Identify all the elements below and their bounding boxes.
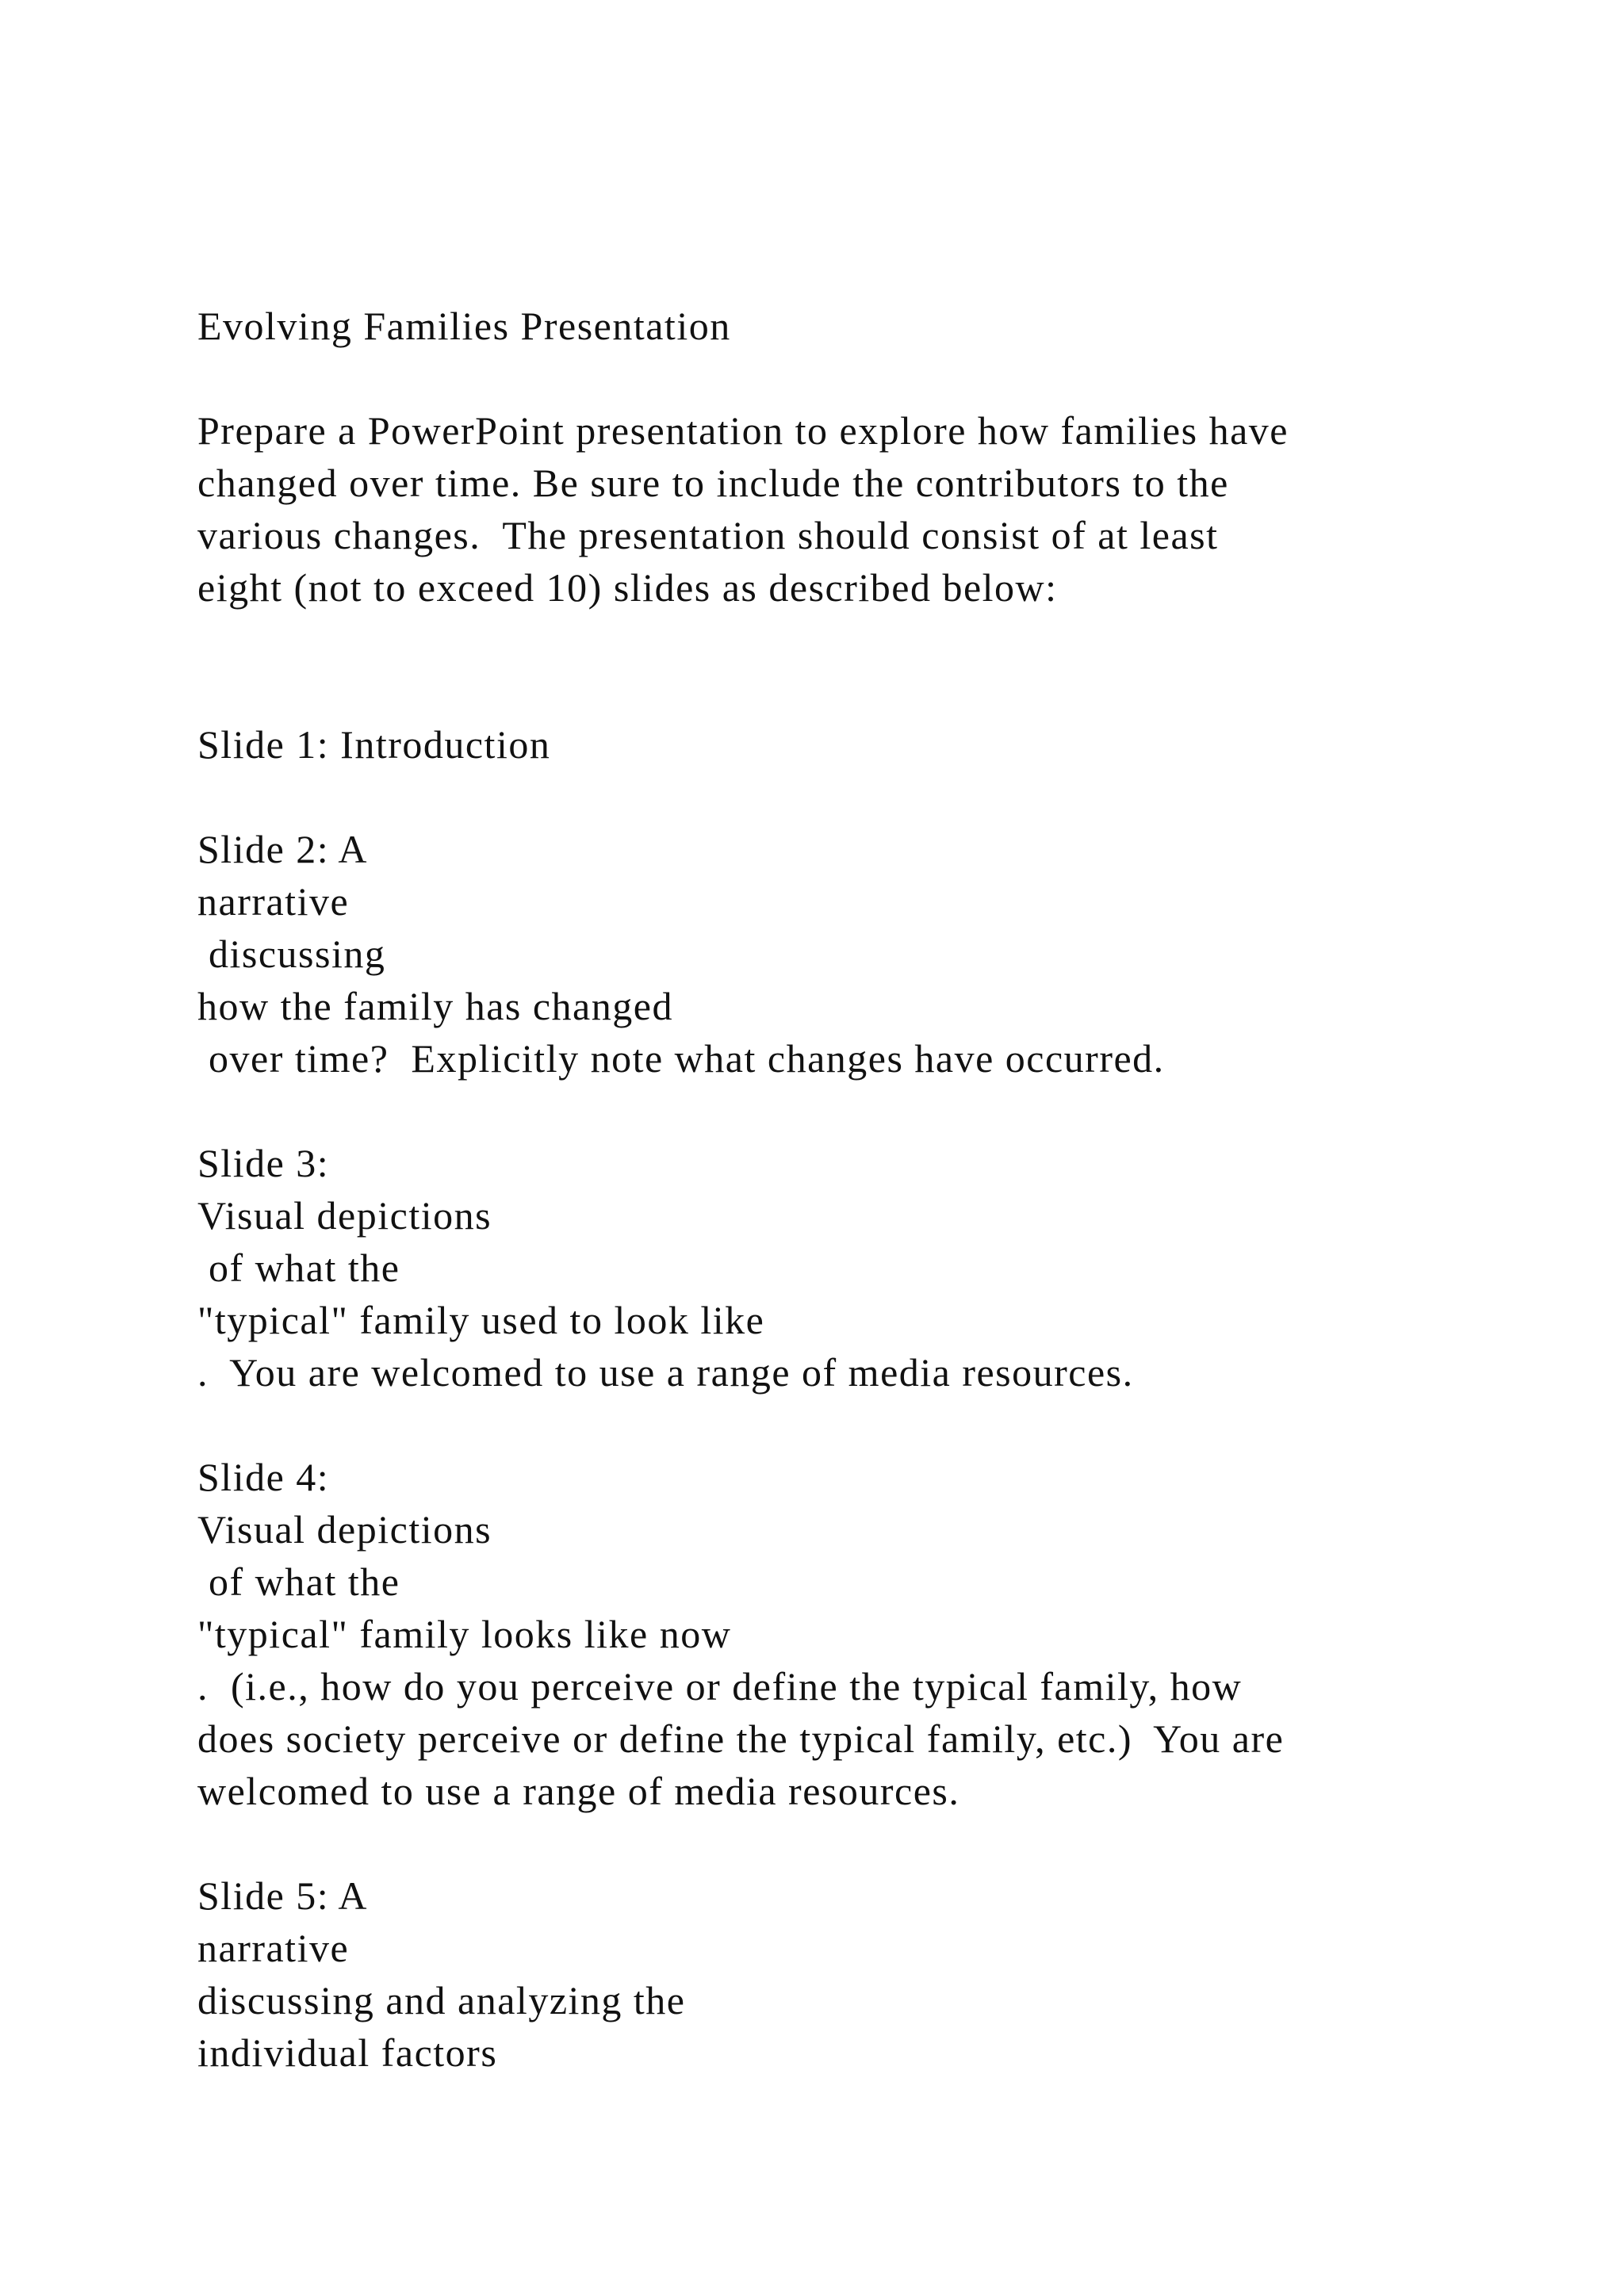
text-line: of what the <box>197 1559 400 1604</box>
slide-3-section <box>197 1137 1545 1399</box>
slide-5-section <box>197 1869 1545 2079</box>
text-line: Prepare a PowerPoint presentation to explore how families have <box>197 408 1289 453</box>
spacer <box>197 614 1545 718</box>
text-line: "typical" family used to look like <box>197 1298 765 1342</box>
text-line: discussing and analyzing the <box>197 1978 686 2022</box>
text-line: of what the <box>197 1246 400 1290</box>
text-line: over time? Explicitly note what changes have occurred. <box>197 1036 1165 1081</box>
text-line: narrative <box>197 1926 350 1970</box>
spacer <box>197 771 1545 823</box>
spacer <box>197 352 1545 404</box>
text-line: individual factors <box>197 2030 498 2075</box>
spacer <box>197 1817 1545 1869</box>
slide-1-section <box>197 718 1545 771</box>
text-line: Slide 4: <box>197 1455 330 1499</box>
spacer <box>197 1399 1545 1451</box>
text-line: Slide 1: Introduction <box>197 722 551 767</box>
document-body <box>197 300 1545 2079</box>
text-line: . You are welcomed to use a range of media resources. <box>197 1350 1134 1395</box>
text-line: Slide 2: A <box>197 827 369 871</box>
spacer <box>197 1085 1545 1137</box>
text-line: . (i.e., how do you perceive or define the typical family, how <box>197 1664 1243 1709</box>
text-line: does society perceive or define the typical family, etc.) You are <box>197 1716 1285 1761</box>
slide-2-section <box>197 823 1545 1085</box>
document-title: Evolving Families Presentation <box>197 304 731 348</box>
text-line: narrative <box>197 879 350 924</box>
text-line: Slide 5: A <box>197 1873 369 1918</box>
text-line: Visual depictions <box>197 1193 492 1238</box>
text-line: Slide 3: <box>197 1141 330 1185</box>
intro-paragraph <box>197 404 1545 614</box>
text-line: discussing <box>197 932 386 976</box>
text-line: how the family has changed <box>197 984 673 1028</box>
text-line: changed over time. Be sure to include the contributors to the <box>197 461 1229 505</box>
text-line: eight (not to exceed 10) slides as described below: <box>197 565 1058 610</box>
slide-4-section <box>197 1451 1545 1817</box>
text-line: various changes. The presentation should consist of at least <box>197 513 1219 557</box>
text-line: Visual depictions <box>197 1507 492 1552</box>
text-line: welcomed to use a range of media resources. <box>197 1769 960 1813</box>
text-line: "typical" family looks like now <box>197 1612 732 1656</box>
